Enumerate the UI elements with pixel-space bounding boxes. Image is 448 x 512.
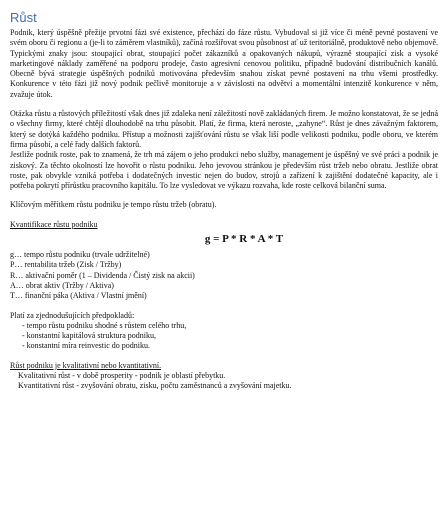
page-title: Růst [10, 10, 37, 25]
assumptions-list [10, 321, 438, 352]
paragraph-growth-question: Otázka růstu a růstových příležitostí však dnes již zdaleka není záležitostí nově zakládaných firem. Je možno konstatovat, že se jedná o všechny firmy, které chtějí dlouhodobě na trhu působit. Platí, že firma, která neroste, „zahyne“. Růst je dnes závažným faktorem, který se dotýká každého podniku. Přístup a možnosti zajišťování růstu se však liší podle velikosti podniku, podle oboru, ve kterém firma působí, a celé řady dalších faktorů. [10, 109, 438, 149]
variable-g: g… tempo růstu podniku (trvale udržitelné) [10, 250, 150, 260]
formula-variable-list [10, 250, 438, 301]
assumption-item: - konstantní kapitálová struktura podniku, [22, 331, 156, 341]
qualitative-growth: Kvalitativní růst - v době prosperity - podnik je oblastí přebytku. [18, 371, 226, 381]
variable-t: T… finanční páka (Aktiva / Vlastní jmění) [10, 291, 147, 301]
assumption-item: - tempo růstu podniku shodné s růstem celého trhu, [22, 320, 187, 330]
quantitative-growth: Kvantitativní růst - zvyšování obratu, zisku, počtu zaměstnanců a zvyšování majetku. [18, 381, 292, 391]
variable-a: A… obrat aktiv (Tržby / Aktiva) [10, 280, 114, 290]
assumptions-intro: Platí za zjednodušujících předpokladů: [10, 310, 135, 320]
variable-r: R… aktivační poměr (1 – Dividenda / Čistý zisk na akcii) [10, 270, 195, 280]
section-heading-growth-types: Růst podniku je kvalitativní nebo kvantitativní. [10, 360, 162, 370]
assumption-item: - konstantní míra reinvestic do podniku. [22, 341, 150, 351]
paragraph-growth-meaning: Jestliže podnik roste, pak to znamená, že trh má zájem o jeho produkci nebo služby, management je úspěšný ve své práci a podnik je ziskový. Za těchto okolností lze hovořit o růstu podniku. Jeho jevovou stránkou je především růst tržeb nebo obratu. Jestliže obrat roste, pak obvykle vzniká potřeba i dodatečných investic nejen do budov, strojů a zařízení k zajištění dodatečné kapacity, ale i potřeba pokrytí přírůstku pracovního kapitálu. To lze vysledovat ve výkazu rozvaha, kde roste celková bilanční suma. [10, 150, 438, 191]
paragraph-intro: Podnik, který úspěšně přežije prvotní fázi své existence, přechází do fáze růstu. Vybudoval si již více či méně pevné postavení ve svém oboru či regionu a (je-li to záměrem vlastníků), začíná rozšiřovat svou působnost ať už teritoriálně, produktově nebo objemově. Typickými znaky jsou: stoupající obrat, stoupající počet zákazníků a opakovaných nákupů, výrazně stoupající zisk a vysoké marketingové náklady zaměřené na podporu prodeje, často agresivní cenovou politiku, případně budování distribučních kanálů. Obecně bývá strategie úspěšných podniků motivována především snahou získat pevné postavení na trhu všemi prostředky. Konkurence v této fázi již nový podnik pečlivě monitoruje a v závislosti na odvětví a momentální intenzitě konkurence v něm, zvažuje útok. [10, 28, 438, 99]
growth-formula: g = P * R * A * T [204, 233, 284, 246]
section-heading-quantification: Kvantifikace růstu podniku [10, 219, 98, 229]
paragraph-key-measure: Klíčovým měřítkem růstu podniku je tempo růstu tržeb (obratu). [10, 200, 217, 210]
variable-p: P… rentabilita tržeb (Zisk / Tržby) [10, 260, 122, 270]
